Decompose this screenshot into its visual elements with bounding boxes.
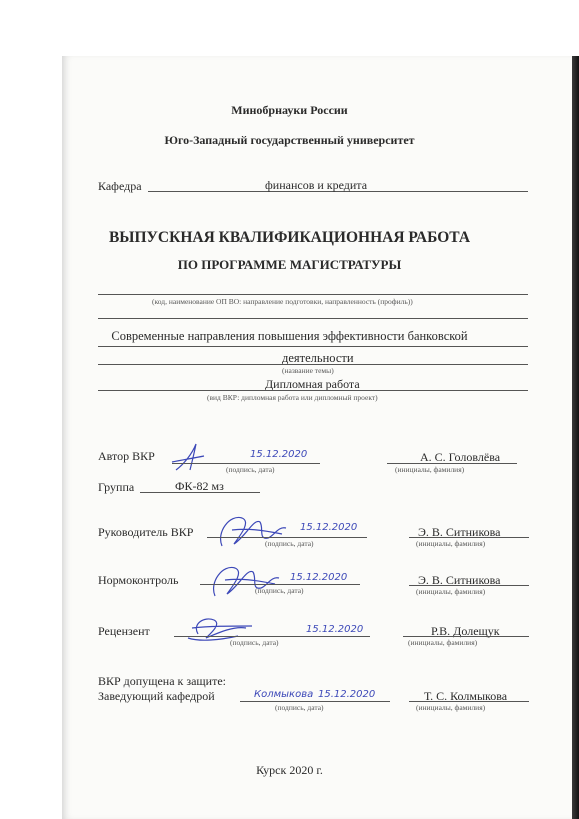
university-name: Юго-Западный государственный университет [164,133,415,147]
admission-line1: ВКР допущена к защите: [98,674,226,688]
reviewer-sign-line [174,636,370,637]
author-name: А. С. Головлёва [420,450,501,464]
reviewer-name: Р.В. Долещук [431,624,500,638]
work-type-underline [98,390,528,391]
normcontrol-sign-date: 15.12.2020 [290,572,348,583]
reviewer-name-line [403,636,529,637]
reviewer-name-caption: (инициалы, фамилия) [408,638,478,647]
program-caption: (код, наименование ОП ВО: направление подготовки, направленность (профиль)) [152,297,413,306]
head-sign-date: 15.12.2020 [318,689,376,700]
group-value: ФК-82 мз [175,479,224,493]
head-name-line [409,701,529,702]
author-sign-caption: (подпись, дата) [226,465,275,474]
head-sign-caption: (подпись, дата) [275,703,324,712]
author-sign-date: 15.12.2020 [250,449,308,460]
head-signature: Колмыкова [254,689,314,700]
supervisor-name-line [409,537,529,538]
author-signature [170,440,210,474]
work-title-line2: ПО ПРОГРАММЕ МАГИСТРАТУРЫ [177,257,402,272]
head-name-caption: (инициалы, фамилия) [416,703,486,712]
supervisor-sign-date: 15.12.2020 [300,522,358,533]
author-name-line [387,463,517,464]
reviewer-label: Рецензент [98,624,150,638]
normcontrol-name-caption: (инициалы, фамилия) [416,587,486,596]
page-edge-shadow [572,56,579,819]
program-line [98,294,528,295]
work-type-caption: (вид ВКР: дипломная работа или дипломный проект) [207,393,378,402]
program-line-2 [98,318,528,319]
supervisor-label: Руководитель ВКР [98,525,194,539]
reviewer-sign-date: 15.12.2020 [306,624,364,635]
author-name-caption: (инициалы, фамилия) [395,465,465,474]
normcontrol-sign-caption: (подпись, дата) [255,586,304,595]
group-label: Группа [98,480,135,494]
work-title-line1: ВЫПУСКНАЯ КВАЛИФИКАЦИОННАЯ РАБОТА [108,229,471,246]
topic-underline-1 [98,346,528,347]
topic-line1: Современные направления повышения эффективности банковской [111,329,468,343]
author-label: Автор ВКР [98,449,155,463]
department-value: финансов и кредита [265,178,368,192]
head-sign-line [240,701,390,702]
head-of-department-label: Заведующий кафедрой [98,689,215,703]
work-type-value: Дипломная работа [265,377,360,391]
supervisor-sign-line [207,537,367,538]
supervisor-name-caption: (инициалы, фамилия) [416,539,486,548]
author-sign-line [172,463,320,464]
department-label: Кафедра [98,179,142,193]
topic-line2: деятельности [282,351,354,365]
normcontrol-label: Нормоконтроль [98,573,179,587]
normcontrol-name-line [409,585,529,586]
head-name: Т. С. Колмыкова [424,689,508,703]
topic-caption: (название темы) [282,366,334,375]
topic-underline-2 [98,364,528,365]
city-year: Курск 2020 г. [256,763,323,777]
supervisor-name: Э. В. Ситникова [418,525,501,539]
reviewer-sign-caption: (подпись, дата) [230,638,279,647]
normcontrol-sign-line [200,584,360,585]
normcontrol-signature [205,558,285,602]
ministry-name: Минобрнауки России [231,103,348,117]
supervisor-sign-caption: (подпись, дата) [265,539,314,548]
normcontrol-name: Э. В. Ситникова [418,573,501,587]
